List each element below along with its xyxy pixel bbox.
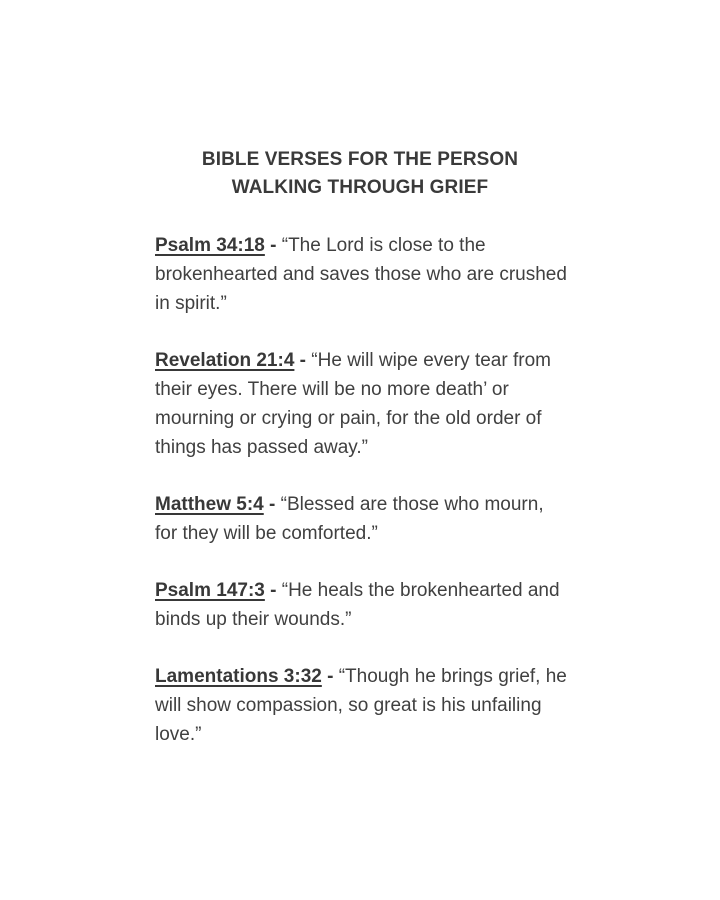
title-line-2: WALKING THROUGH GRIEF	[231, 177, 489, 198]
verse-text: “Though he brings grief, he will show compassion, so great is his unfailing love.”	[155, 666, 567, 745]
verse-item	[155, 490, 575, 548]
verse-item	[155, 231, 575, 318]
verse-text: “The Lord is close to the brokenhearted and saves those who are crushed in spirit.”	[155, 235, 567, 314]
title-line-1: BIBLE VERSES FOR THE PERSON	[201, 149, 519, 170]
verse-reference: Revelation 21:4	[155, 350, 295, 371]
verse-reference: Psalm 34:18	[155, 235, 265, 256]
verse-text: “He heals the brokenhearted and binds up their wounds.”	[155, 580, 560, 630]
verse-text: “Blessed are those who mourn, for they will be comforted.”	[155, 494, 544, 544]
verse-reference: Matthew 5:4	[155, 494, 264, 515]
verse-text: “He will wipe every tear from their eyes. There will be no more death’ or mourning or crying or pain, for the old order of things has passed away.”	[155, 350, 551, 458]
verse-separator: -	[264, 235, 282, 256]
verse-item	[155, 662, 575, 749]
verse-separator: -	[321, 666, 339, 687]
verse-separator: -	[263, 494, 281, 515]
verse-item	[155, 346, 575, 462]
verse-item	[155, 576, 575, 634]
verse-reference: Psalm 147:3	[155, 580, 265, 601]
verse-list	[155, 231, 575, 777]
verse-reference: Lamentations 3:32	[155, 666, 322, 687]
verse-separator: -	[264, 580, 282, 601]
page-title	[0, 146, 720, 202]
verse-separator: -	[294, 350, 312, 371]
